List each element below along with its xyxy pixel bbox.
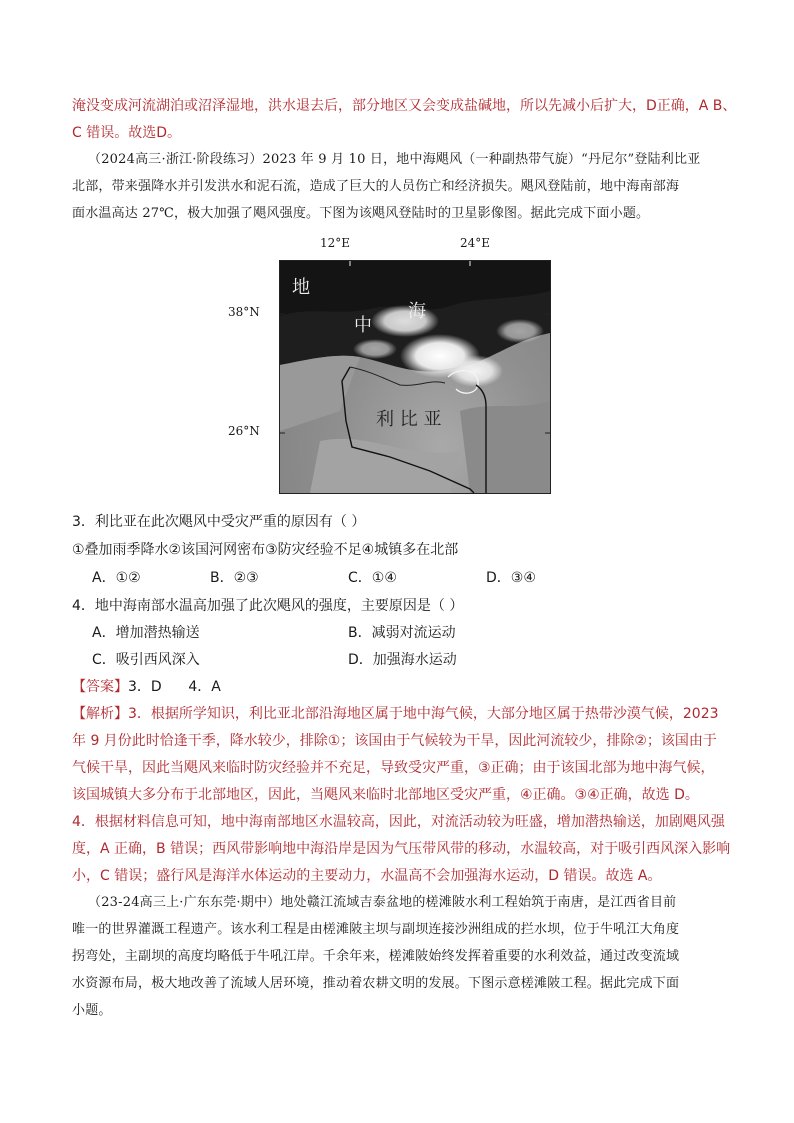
- passage2-line-4: 水资源布局，极大地改善了流域人居环境，推动着农耕文明的发展。下图示意槎滩陂工程。据此完成下面: [72, 976, 680, 991]
- analysis-line-6: 度，A 正确，B 错误；西风带影响地中海沿岸是因为气压带风带的移动，水温较高，对于吸引西风深入影响: [72, 841, 731, 857]
- q4-option-b: B．减弱对流运动: [348, 625, 456, 641]
- q4-option-a: A．增加潜热输送: [92, 625, 200, 641]
- map-label-sea-2: 中: [354, 315, 372, 336]
- q4-option-c: C．吸引西风深入: [92, 652, 200, 668]
- passage1-line-1: （2024高三·浙江·阶段练习）2023 年 9 月 10 日，地中海飓风（一种副热带气旋）“丹尼尔”登陆利比亚: [88, 152, 701, 167]
- map-label-sea-1: 地: [292, 277, 310, 298]
- satellite-image: [279, 260, 551, 494]
- lon-label-12e: 12°E: [320, 236, 351, 250]
- analysis-line-1: 【解析】3．根据所学知识，利比亚北部沿海地区属于地中海气候，大部分地区属于热带沙漠气候，2023: [72, 706, 719, 722]
- lat-label-38n: 38°N: [228, 305, 260, 319]
- map-label-libya: 利 比 亚: [376, 409, 442, 430]
- intro-line-1: 淹没变成河流湖泊或沼泽湿地，洪水退去后，部分地区又会变成盐碱地，所以先减小后扩大，D正确，A B、: [72, 98, 737, 114]
- analysis-line-2: 年 9 月份此时恰逢干季，降水较少，排除①；该国由于气候较为干旱，因此河流较少，排除②；该国由于: [72, 733, 717, 749]
- passage2-line-3: 拐弯处，主副坝的高度均略低于牛吼江岸。千余年来，槎滩陂始终发挥着重要的水利效益，通过改变流域: [72, 949, 680, 964]
- lon-label-24e: 24°E: [460, 236, 491, 250]
- passage1-line-2: 北部，带来强降水并引发洪水和泥石流，造成了巨大的人员伤亡和经济损失。飓风登陆前，地中海南部海: [72, 179, 680, 194]
- q3-option-c: C．①④: [348, 570, 397, 586]
- q4-stem: 4．地中海南部水温高加强了此次飓风的强度，主要原因是（ ）: [72, 598, 464, 614]
- analysis-line-4: 该国城镇大多分布于北部地区，因此，当飓风来临时北部地区受灾严重，④正确。③④正确，故选 D。: [72, 787, 699, 803]
- map-label-sea-3: 海: [408, 301, 426, 322]
- q3-option-b: B．②③: [210, 570, 259, 586]
- answer-text: 3．D 4．A: [128, 679, 221, 695]
- q3-stem: 3．利比亚在此次飓风中受灾严重的原因有（ ）: [72, 514, 366, 530]
- lat-label-26n: 26°N: [228, 424, 260, 438]
- intro-line-2: C 错误。故选D。: [72, 125, 182, 141]
- analysis-line-5: 4．根据材料信息可知，地中海南部地区水温较高，因此，对流活动较为旺盛，增加潜热输送，加剧飓风强: [72, 814, 725, 830]
- q3-option-a: A．①②: [92, 570, 141, 586]
- analysis-line-7: 小，C 错误；盛行风是海洋水体运动的主要动力，水温高不会加强海水运动，D 错误。故选 A。: [72, 868, 662, 884]
- satellite-map-figure: [228, 236, 568, 506]
- passage1-line-3: 面水温高达 27℃，极大加强了飓风强度。下图为该飓风登陆时的卫星影像图。据此完成下面小题。: [72, 206, 650, 221]
- passage2-line-1: （23-24高三上·广东东莞·期中）地处赣江流域吉泰盆地的槎滩陂水利工程始筑于南唐，是江西省目前: [88, 895, 677, 910]
- analysis-label: 【解析】: [72, 706, 128, 722]
- passage2-line-5: 小题。: [72, 1003, 112, 1018]
- answer-label: 【答案】: [72, 679, 128, 695]
- satellite-image-drawing: [280, 261, 550, 493]
- q3-option-d: D．③④: [486, 570, 536, 586]
- analysis-line-3: 气候干旱，因此当飓风来临时防灾经验并不充足，导致受灾严重，③正确；由于该国北部为地中海气候，: [72, 760, 715, 776]
- passage2-line-2: 唯一的世界灌溉工程遗产。该水利工程是由槎滩陂主坝与副坝连接沙洲组成的拦水坝，位于牛吼江大角度: [72, 922, 680, 937]
- q4-option-d: D．加强海水运动: [348, 652, 457, 668]
- q3-items: ①叠加雨季降水②该国河网密布③防灾经验不足④城镇多在北部: [72, 542, 459, 558]
- answer-row: [72, 677, 221, 697]
